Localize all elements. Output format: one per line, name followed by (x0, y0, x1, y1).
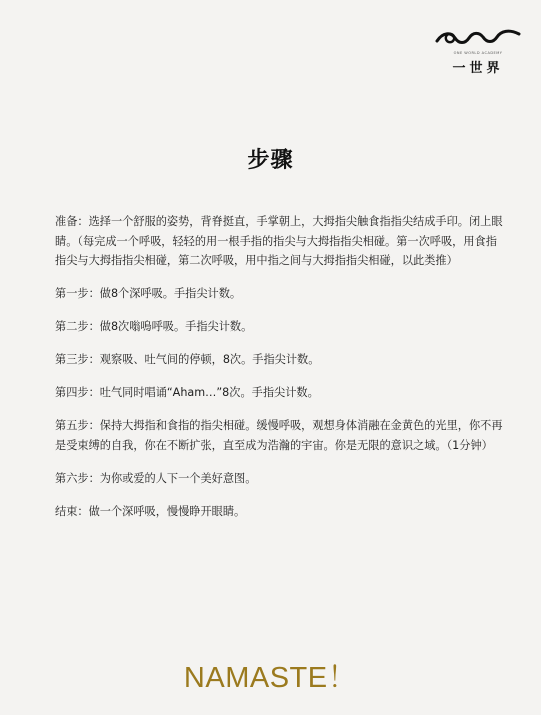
logo-name: 一世界 (452, 61, 504, 76)
step-6: 第六步：为你或爱的人下一个美好意图。 (55, 471, 257, 485)
step-2: 第二步：做8次嗡嗚呼吸。手指尖计数。 (55, 320, 253, 333)
step-4: 第四步：吐气同时唱诵“Aham…”8次。手指尖计数。 (55, 386, 319, 399)
brand-logo (433, 24, 523, 82)
logo-subtitle: ONE WORLD ACADEMY (453, 51, 503, 55)
step-3: 第三步：观察吸、吐气间的停顿，8次。手指尖计数。 (55, 353, 320, 366)
step-end: 结束：做一个深呼吸，慢慢睁开眼睛。 (55, 504, 246, 518)
wave-infinity-logo-icon (433, 24, 523, 50)
step-5: 第五步：保持大拇指和食指的指尖相碰。缓慢呼吸，观想身体消融在金黄色的光里，你不再是受束缚的自我，你在不断扩张，直至成为浩瀚的宇宙。你是无限的意识之域。（1分钟） (55, 419, 503, 452)
page-title: 步骤 (247, 148, 294, 173)
step-prepare: 准备：选择一个舒服的姿势，背脊挺直，手掌朝上，大拇指尖触食指指尖结成手印。闭上眼睛。（每完成一个呼吸，轻轻的用一根手指的指尖与大拇指指尖相碰。第一次呼吸，用食指指尖与大拇指指尖相碰，第二次呼吸，用中指之间与大拇指指尖相碰，以此类推） (55, 215, 503, 267)
footer-namaste: NAMASTE！ (183, 662, 358, 694)
steps-content (55, 212, 505, 535)
step-1: 第一步：做8个深呼吸。手指尖计数。 (55, 287, 242, 300)
